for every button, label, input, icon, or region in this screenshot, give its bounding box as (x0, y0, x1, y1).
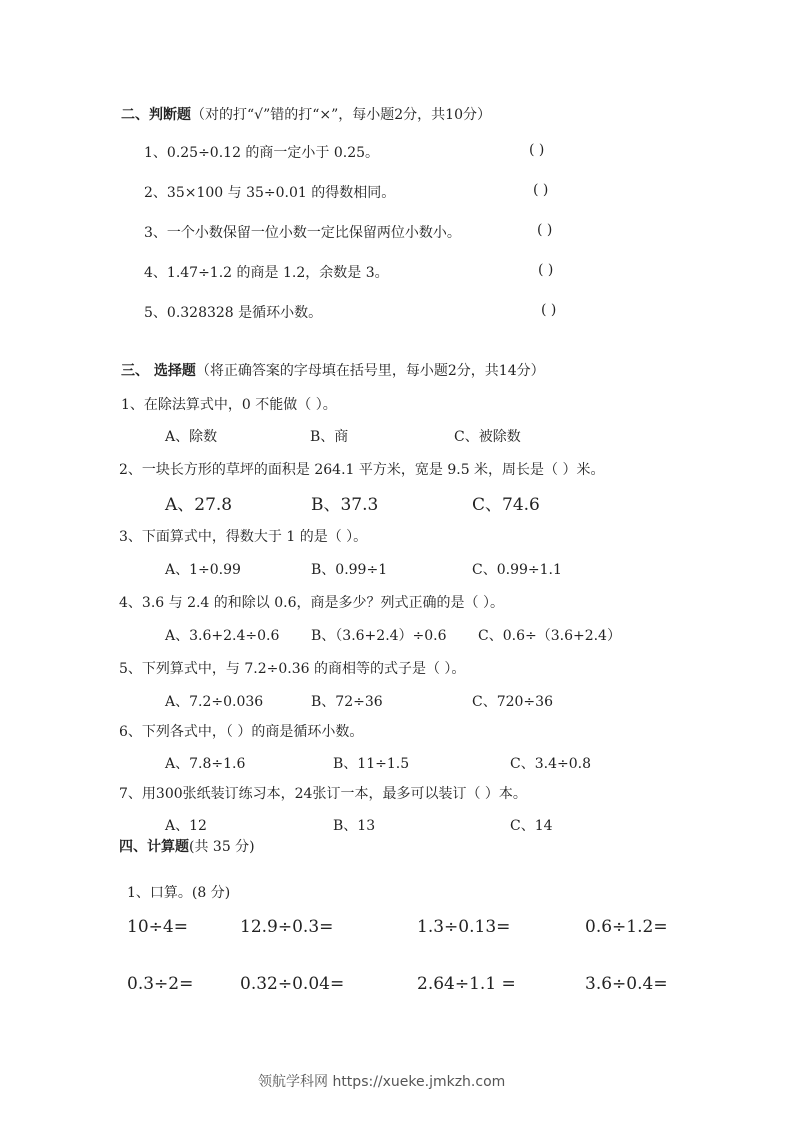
judge-item-1: 1、0.25÷0.12 的商一定小于 0.25。 (144, 145, 380, 161)
choice-6-option-b[interactable]: B、11÷1.5 (333, 756, 410, 772)
mental-math-problem: 0.3÷2= (127, 974, 194, 994)
judge-answer-blank-4[interactable]: ( ) (538, 262, 554, 278)
section-2-title: 二、判断题 (121, 107, 191, 123)
choice-2-option-b[interactable]: B、37.3 (311, 495, 379, 515)
mental-math-problem: 1.3÷0.13= (417, 917, 511, 937)
choice-question-7: 7、用300张纸装订练习本，24张订一本，最多可以装订（ ）本。 (119, 786, 527, 802)
section-4-heading (119, 836, 255, 856)
choice-6-option-c[interactable]: C、3.4÷0.8 (510, 756, 591, 772)
choice-question-5: 5、下列算式中，与 7.2÷0.36 的商相等的式子是（ ）。 (119, 661, 466, 677)
judge-answer-blank-3[interactable]: ( ) (537, 222, 553, 238)
section-2-instruction: （对的打“√”错的打“×”，每小题2分，共10分） (191, 107, 492, 123)
judge-answer-blank-1[interactable]: ( ) (529, 142, 545, 158)
choice-7-option-c[interactable]: C、14 (510, 818, 553, 834)
mental-math-problem: 3.6÷0.4= (585, 974, 668, 994)
choice-5-option-a[interactable]: A、7.2÷0.036 (165, 694, 264, 710)
judge-item-4: 4、1.47÷1.2 的商是 1.2，余数是 3。 (144, 265, 389, 281)
choice-4-option-b[interactable]: B、（3.6+2.4）÷0.6 (311, 628, 447, 644)
choice-3-option-b[interactable]: B、0.99÷1 (311, 562, 388, 578)
section-3-heading (121, 360, 545, 380)
section-3-instruction: （将正确答案的字母填在括号里，每小题2分，共14分） (195, 363, 545, 379)
choice-6-option-a[interactable]: A、7.8÷1.6 (165, 756, 246, 772)
choice-3-option-c[interactable]: C、0.99÷1.1 (472, 562, 562, 578)
footer-watermark: 领航学科网 https://xueke.jmkzh.com (258, 1074, 506, 1090)
section-4-instruction: (共 35 分) (189, 839, 255, 855)
choice-4-option-a[interactable]: A、3.6+2.4÷0.6 (165, 628, 280, 644)
choice-1-option-c[interactable]: C、被除数 (454, 429, 521, 445)
choice-question-6: 6、下列各式中，（ ）的商是循环小数。 (119, 724, 364, 740)
mental-math-problem: 0.32÷0.04= (240, 974, 345, 994)
section-3-title: 三、 选择题 (121, 363, 196, 379)
choice-question-2: 2、一块长方形的草坪的面积是 264.1 平方米，宽是 9.5 米，周长是（ ）米。 (119, 462, 605, 478)
section-2-heading (121, 104, 491, 124)
choice-5-option-c[interactable]: C、720÷36 (472, 694, 553, 710)
choice-2-option-a[interactable]: A、27.8 (165, 495, 233, 515)
mental-math-problem: 10÷4= (127, 917, 188, 937)
judge-item-3: 3、一个小数保留一位小数一定比保留两位小数小。 (144, 225, 461, 241)
mental-math-problem: 12.9÷0.3= (240, 917, 334, 937)
choice-5-option-b[interactable]: B、72÷36 (311, 694, 383, 710)
judge-answer-blank-5[interactable]: ( ) (541, 302, 557, 318)
mental-math-problem: 0.6÷1.2= (585, 917, 668, 937)
choice-question-3: 3、下面算式中，得数大于 1 的是（ ）。 (119, 529, 368, 545)
mental-math-problem: 2.64÷1.1 = (417, 974, 516, 994)
choice-2-option-c[interactable]: C、74.6 (472, 495, 540, 515)
choice-question-4: 4、3.6 与 2.4 的和除以 0.6，商是多少？列式正确的是（ ）。 (119, 595, 504, 611)
judge-item-5: 5、0.328328 是循环小数。 (144, 305, 323, 321)
mental-math-label: 1、口算。(8 分) (127, 885, 231, 901)
choice-question-1: 1、在除法算式中，0 不能做（ ）。 (121, 397, 337, 413)
judge-answer-blank-2[interactable]: ( ) (533, 182, 549, 198)
choice-4-option-c[interactable]: C、0.6÷（3.6+2.4） (478, 628, 621, 644)
section-4-title: 四、计算题 (119, 839, 189, 855)
choice-3-option-a[interactable]: A、1÷0.99 (165, 562, 241, 578)
judge-item-2: 2、35×100 与 35÷0.01 的得数相同。 (144, 185, 396, 201)
choice-1-option-b[interactable]: B、商 (310, 429, 349, 445)
choice-1-option-a[interactable]: A、除数 (165, 429, 218, 445)
choice-7-option-b[interactable]: B、13 (333, 818, 376, 834)
choice-7-option-a[interactable]: A、12 (165, 818, 207, 834)
